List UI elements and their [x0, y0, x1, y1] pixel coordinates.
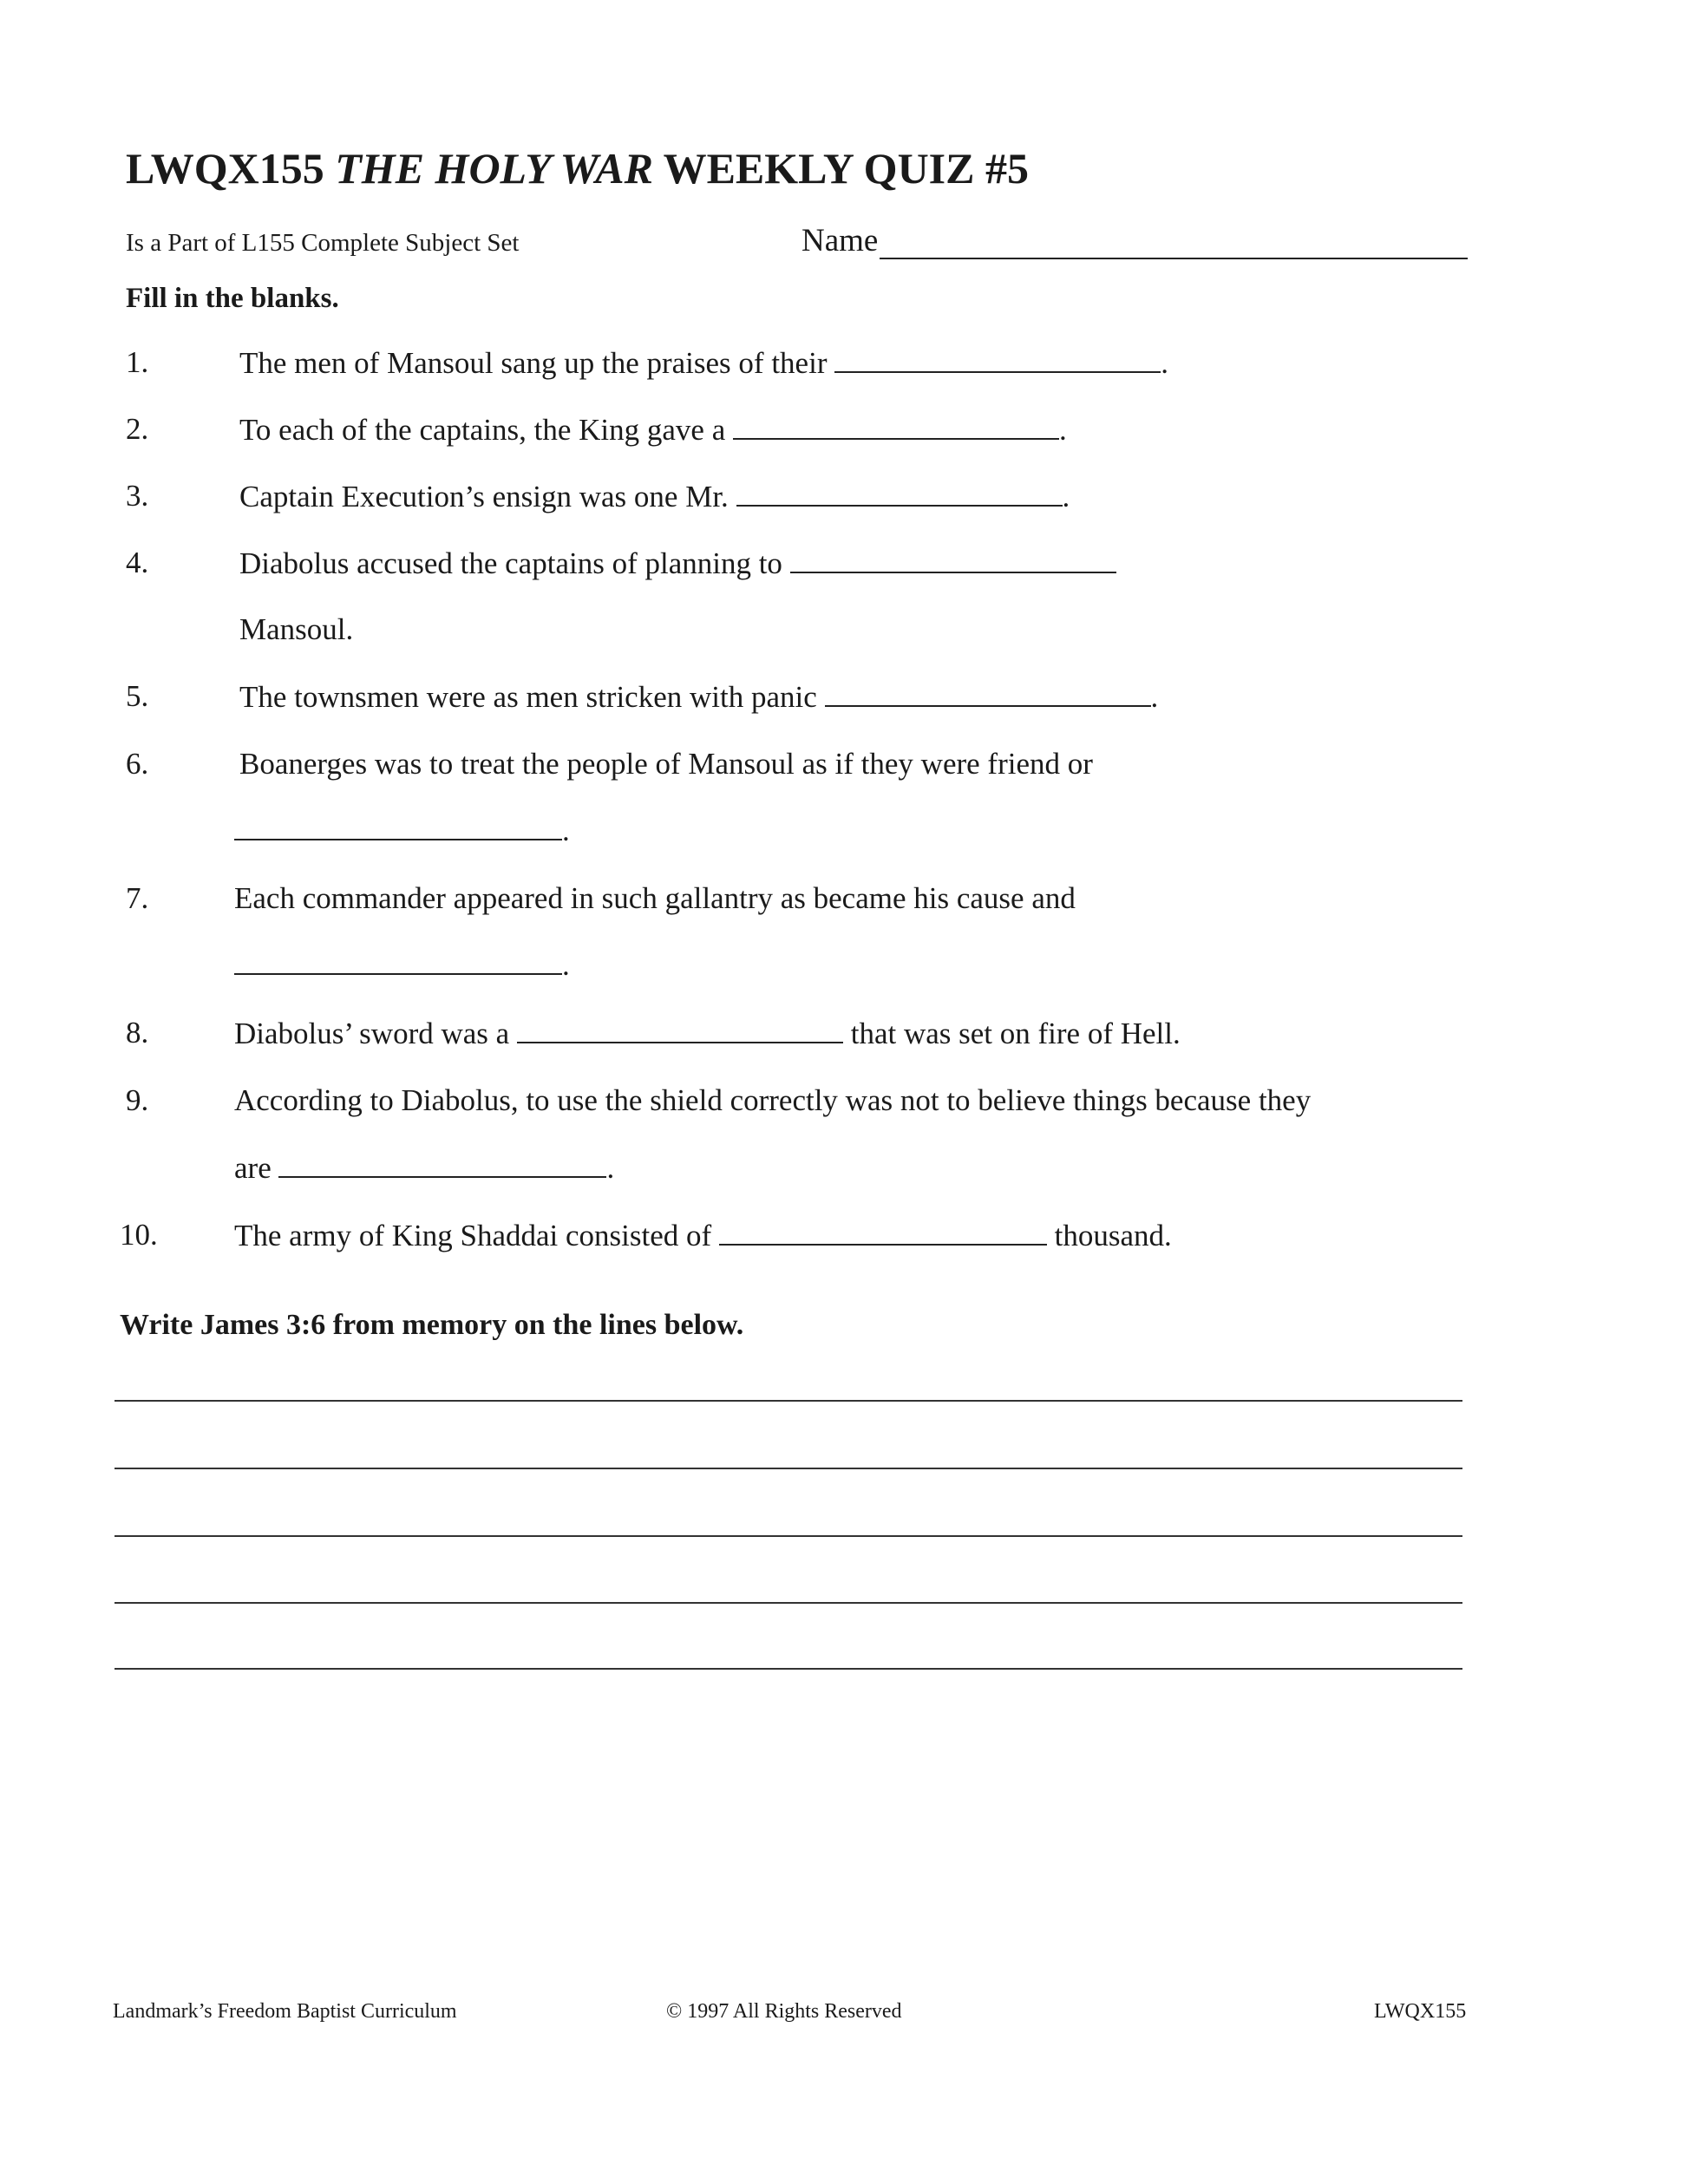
course-code: LWQX155	[126, 144, 324, 193]
writing-line[interactable]	[114, 1400, 1462, 1402]
question-6-continuation: .	[234, 813, 570, 848]
answer-blank[interactable]	[733, 412, 1059, 440]
question-number: 9.	[126, 1083, 149, 1117]
question-10: The army of King Shaddai consisted of thousand.	[234, 1219, 1172, 1252]
footer-publisher: Landmark’s Freedom Baptist Curriculum	[113, 2000, 457, 2023]
question-9: According to Diabolus, to use the shield correctly was not to believe things because they	[234, 1083, 1312, 1117]
question-7-continuation: .	[234, 947, 570, 983]
book-title: THE HOLY WAR	[335, 144, 653, 193]
question-8: Diabolus’ sword was a that was set on fire of Hell.	[234, 1017, 1181, 1050]
question-number: 8.	[126, 1016, 149, 1049]
answer-blank[interactable]	[825, 679, 1151, 707]
writing-line[interactable]	[114, 1468, 1462, 1469]
question-7: Each commander appeared in such gallantry as became his cause and	[234, 881, 1076, 915]
question-4-continuation: Mansoul.	[239, 612, 354, 646]
answer-blank[interactable]	[719, 1218, 1047, 1246]
answer-blank[interactable]	[517, 1016, 843, 1043]
question-6: Boanerges was to treat the people of Mansoul as if they were friend or	[239, 747, 1093, 781]
question-2: To each of the captains, the King gave a .	[239, 413, 1067, 447]
question-1: The men of Mansoul sang up the praises of their .	[239, 346, 1168, 380]
question-number: 2.	[126, 412, 149, 446]
name-label: Name	[801, 223, 879, 258]
subtitle: Is a Part of L155 Complete Subject Set	[126, 229, 520, 257]
answer-blank[interactable]	[234, 947, 562, 975]
question-4: Diabolus accused the captains of planning to	[239, 546, 1116, 581]
footer-copyright: © 1997 All Rights Reserved	[666, 2000, 902, 2023]
question-number: 10.	[120, 1218, 158, 1252]
question-9-continuation: are .	[234, 1151, 615, 1185]
question-3: Captain Execution’s ensign was one Mr. .	[239, 480, 1070, 513]
fill-blanks-instruction: Fill in the blanks.	[126, 283, 339, 314]
footer-code: LWQX155	[1374, 2000, 1467, 2023]
question-number: 6.	[126, 747, 149, 781]
question-number: 3.	[126, 479, 149, 513]
answer-blank[interactable]	[834, 345, 1161, 373]
question-5: The townsmen were as men stricken with panic .	[239, 680, 1159, 714]
name-field	[801, 222, 1468, 259]
writing-line[interactable]	[114, 1602, 1462, 1604]
page-title	[126, 143, 1029, 193]
answer-blank[interactable]	[234, 813, 562, 840]
writing-line[interactable]	[114, 1535, 1462, 1537]
writing-line[interactable]	[114, 1668, 1462, 1670]
name-line[interactable]	[880, 225, 1468, 259]
question-number: 7.	[126, 881, 149, 915]
quiz-title: WEEKLY QUIZ #5	[663, 144, 1029, 193]
answer-blank[interactable]	[790, 546, 1116, 573]
question-number: 4.	[126, 546, 149, 579]
answer-blank[interactable]	[736, 479, 1063, 507]
question-number: 5.	[126, 679, 149, 713]
answer-blank[interactable]	[278, 1150, 606, 1178]
question-number: 1.	[126, 345, 149, 379]
memory-verse-instruction: Write James 3:6 from memory on the lines below.	[120, 1309, 744, 1341]
